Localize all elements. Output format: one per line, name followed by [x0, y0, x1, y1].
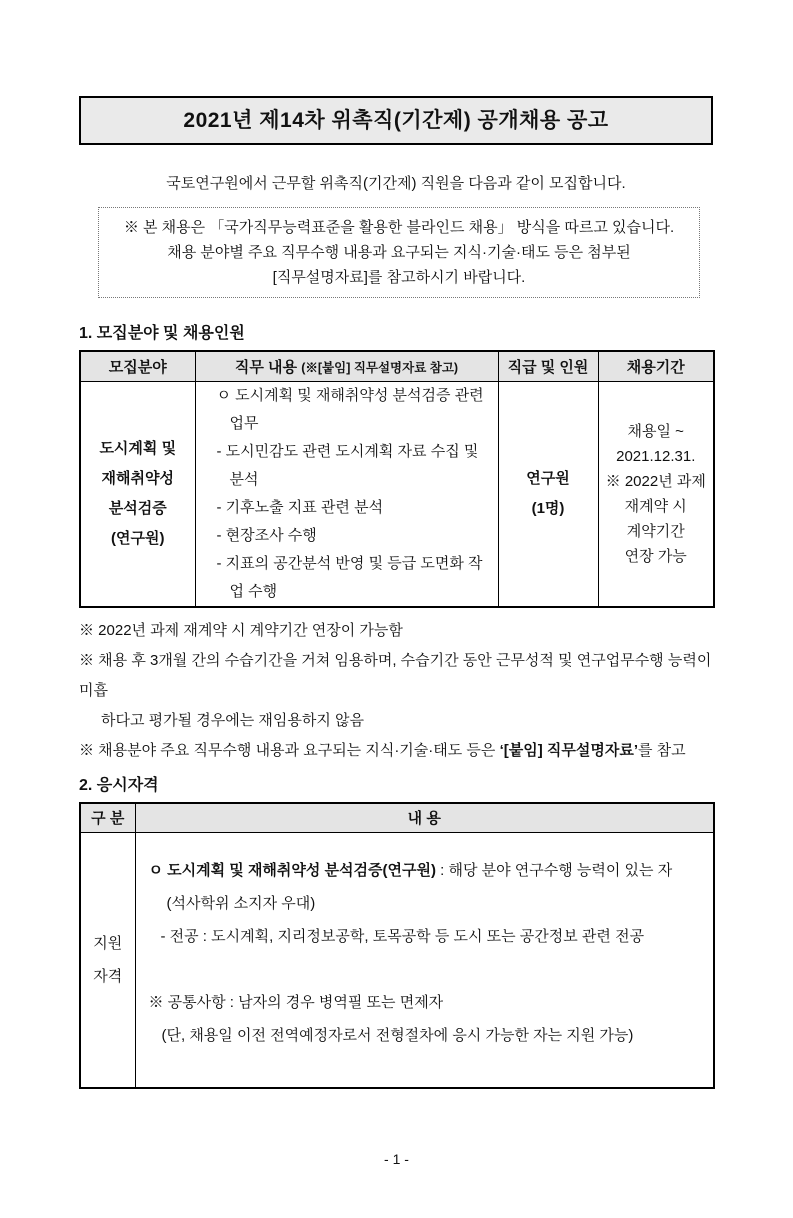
notes-list — [79, 616, 713, 766]
eligibility-table — [79, 802, 715, 1089]
category-line: 지원 — [93, 934, 123, 952]
recruitment-table — [79, 350, 715, 608]
field-line: (연구원) — [111, 529, 165, 547]
notice-line-1: ※ 본 채용은 「국가직무능력표준을 활용한 블라인드 채용」 방식을 따르고 있습니다. — [123, 219, 675, 236]
eligibility-item-3-sub: (단, 채용일 이전 전역예정자로서 전형절차에 응시 가능한 자는 지원 가능) — [161, 1026, 634, 1044]
section-2-heading: 2. 응시자격 — [79, 776, 159, 794]
field-line: 도시계획 및 — [99, 439, 177, 457]
header-content: 내 용 — [135, 803, 714, 833]
notice-line-2: 채용 분야별 주요 직무수행 내용과 요구되는 지식·기술·태도 등은 첨부된 — [167, 244, 631, 261]
period-line: ※ 2022년 과제 — [605, 472, 706, 490]
table-row — [80, 381, 714, 607]
period-line: 계약기간 — [626, 522, 685, 540]
duty-item: - 기후노출 지표 관련 분석 — [216, 498, 384, 516]
duty-item: - 현장조사 수행 — [216, 526, 317, 544]
table-row — [80, 833, 714, 1088]
document-page — [0, 96, 793, 1218]
cell-field — [80, 381, 195, 607]
cell-content — [135, 833, 714, 1088]
header-duty-sub: (※[붙임] 직무설명자료 참고) — [301, 360, 459, 375]
rank-line: (1명) — [531, 499, 565, 517]
title-box — [79, 96, 713, 145]
duty-item: - 지표의 공간분석 반영 및 등급 도면화 작업 수행 — [216, 554, 483, 600]
eligibility-item-1-sub: (석사학위 소지자 우대) — [166, 894, 316, 912]
section-1-heading: 1. 모집분야 및 채용인원 — [79, 325, 245, 342]
period-line: 2021.12.31. — [616, 447, 696, 465]
eligibility-item-1-bold: ㅇ 도시계획 및 재해취약성 분석검증(연구원) — [148, 861, 436, 879]
note-3 — [79, 736, 713, 766]
eligibility-item-3: ※ 공통사항 : 남자의 경우 병역필 또는 면제자 — [148, 993, 444, 1011]
note-3-prefix: ※ 채용분야 주요 직무수행 내용과 요구되는 지식·기술·태도 등은 — [79, 741, 500, 759]
page-title: 2021년 제14차 위촉직(기간제) 공개채용 공고 — [183, 109, 609, 132]
eligibility-table-header — [80, 803, 714, 833]
field-line: 분석검증 — [108, 499, 167, 517]
cell-rank — [498, 381, 598, 607]
table-header-row — [80, 351, 714, 381]
note-2-line-2: 하다고 평가될 경우에는 재임용하지 않음 — [101, 711, 365, 729]
eligibility-item-1-rest: : 해당 분야 연구수행 능력이 있는 자 — [435, 861, 673, 879]
header-rank: 직급 및 인원 — [498, 351, 598, 381]
cell-period — [598, 381, 714, 607]
category-line: 자격 — [93, 967, 123, 985]
period-line: 재계약 시 — [624, 497, 687, 515]
cell-category — [80, 833, 135, 1088]
cell-duties — [195, 381, 498, 607]
note-2-line-1: ※ 채용 후 3개월 간의 수습기간을 거쳐 임용하며, 수습기간 동안 근무성적 및 연구업무수행 능력이 미흡 — [79, 651, 712, 699]
header-category: 구 분 — [80, 803, 135, 833]
note-3-suffix: 를 참고 — [638, 741, 686, 759]
recruitment-table-header — [80, 351, 714, 381]
eligibility-item-2: - 전공 : 도시계획, 지리정보공학, 토목공학 등 도시 또는 공간정보 관련 전공 — [160, 927, 645, 945]
notice-box — [98, 207, 700, 298]
intro-text: 국토연구원에서 근무할 위촉직(기간제) 직원을 다음과 같이 모집합니다. — [166, 175, 626, 192]
duty-item: - 도시민감도 관련 도시계획 자료 수집 및 분석 — [216, 442, 479, 488]
note-3-bold: ‘[붙임] 직무설명자료’ — [499, 741, 639, 759]
note-1: ※ 2022년 과제 재계약 시 계약기간 연장이 가능함 — [79, 621, 403, 639]
rank-line: 연구원 — [526, 469, 570, 487]
field-line: 재해취약성 — [101, 469, 174, 487]
header-period: 채용기간 — [598, 351, 714, 381]
table-header-row — [80, 803, 714, 833]
page-number: - 1 - — [384, 1151, 409, 1167]
eligibility-item-1 — [149, 854, 704, 887]
duty-item: ㅇ 도시계획 및 재해취약성 분석검증 관련 업무 — [216, 386, 484, 432]
period-line: 연장 가능 — [624, 547, 687, 565]
notice-line-3: [직무설명자료]를 참고하시기 바랍니다. — [272, 269, 526, 286]
period-line: 채용일 ~ — [627, 422, 684, 440]
header-field: 모집분야 — [80, 351, 195, 381]
header-duty — [195, 351, 498, 381]
header-duty-main: 직무 내용 — [234, 358, 298, 376]
